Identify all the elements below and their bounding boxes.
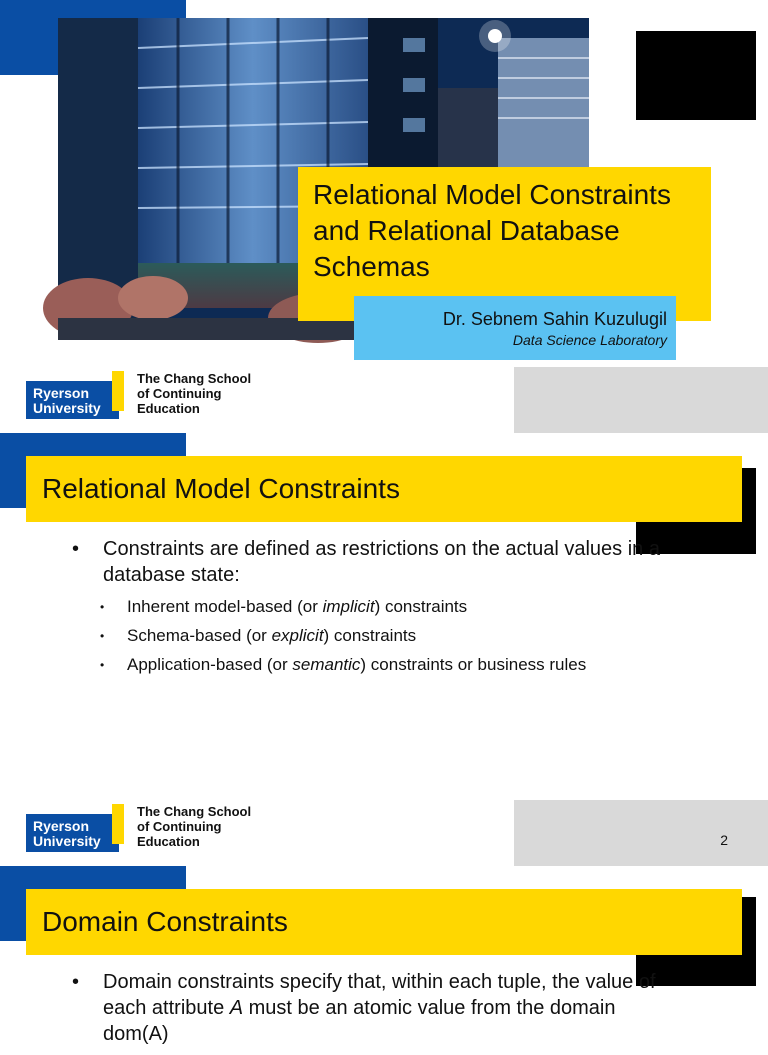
logo-yellow-bar — [112, 804, 124, 844]
constraints-slide — [0, 433, 768, 866]
presentation-title: Relational Model Constraints and Relational Database Schemas — [313, 179, 671, 282]
logo-university-line2: University — [33, 833, 101, 849]
sub-bullet-text: Schema-based (or — [127, 626, 272, 645]
black-accent-box — [636, 31, 756, 120]
title-slide — [0, 0, 768, 433]
sub-bullet-text: Application-based (or — [127, 655, 293, 674]
sub-bullet-emphasis: explicit — [271, 626, 324, 645]
slide-heading: Relational Model Constraints — [42, 473, 400, 504]
sub-bullet-emphasis: semantic — [292, 655, 361, 674]
ryerson-logo-block — [26, 814, 119, 852]
logo-school-line1: The Chang School — [137, 804, 252, 819]
bullet-text: Domain constraints specify that, within each tuple, the value of each attribute — [103, 971, 656, 1019]
logo-university-line2: University — [33, 400, 101, 416]
ryerson-logo-block — [26, 381, 119, 419]
bullet-item — [72, 969, 672, 1047]
bullet-text: must be an atomic value from the domain dom(A) — [103, 997, 616, 1045]
sub-bullet-text: ) constraints or business rules — [360, 655, 587, 674]
logo-school-line3: Education — [137, 401, 200, 416]
author-name: Dr. Sebnem Sahin Kuzulugil — [442, 309, 667, 329]
logo-school-line2: of Continuing — [137, 386, 222, 401]
logo-school-line2: of Continuing — [137, 819, 222, 834]
bullet-list — [72, 969, 672, 1055]
heading-bar — [26, 889, 742, 955]
chang-school-name — [137, 371, 251, 416]
author-affiliation: Data Science Laboratory — [512, 332, 667, 348]
logo-university-line1: Ryerson — [33, 818, 90, 834]
sub-bullet-text: Inherent model-based (or — [127, 597, 323, 616]
sub-bullet-item — [72, 625, 672, 647]
sub-bullet-item — [72, 654, 672, 676]
sub-bullet-text: ) constraints — [323, 626, 417, 645]
author-box — [354, 296, 676, 360]
bullet-list — [72, 536, 672, 683]
sub-bullet-emphasis: implicit — [322, 597, 375, 616]
sub-bullet-text: ) constraints — [374, 597, 468, 616]
logo-yellow-bar — [112, 371, 124, 411]
gray-footer-panel — [514, 367, 768, 433]
page-number: 2 — [720, 832, 728, 848]
chang-school-name — [137, 804, 251, 849]
gray-footer-panel — [514, 800, 768, 866]
ryerson-chang-logo — [26, 371, 266, 421]
ryerson-chang-logo — [26, 804, 266, 854]
logo-school-line1: The Chang School — [137, 371, 252, 386]
domain-constraints-slide — [0, 866, 768, 1045]
logo-university-line1: Ryerson — [33, 385, 90, 401]
slide-heading: Domain Constraints — [42, 906, 288, 937]
bullet-item: • Constraints are defined as restrictions on the actual values in a database state: — [72, 536, 672, 588]
sub-bullet-item — [72, 596, 672, 618]
heading-bar — [26, 456, 742, 522]
bullet-emphasis: A — [229, 997, 244, 1019]
logo-school-line3: Education — [137, 834, 200, 849]
